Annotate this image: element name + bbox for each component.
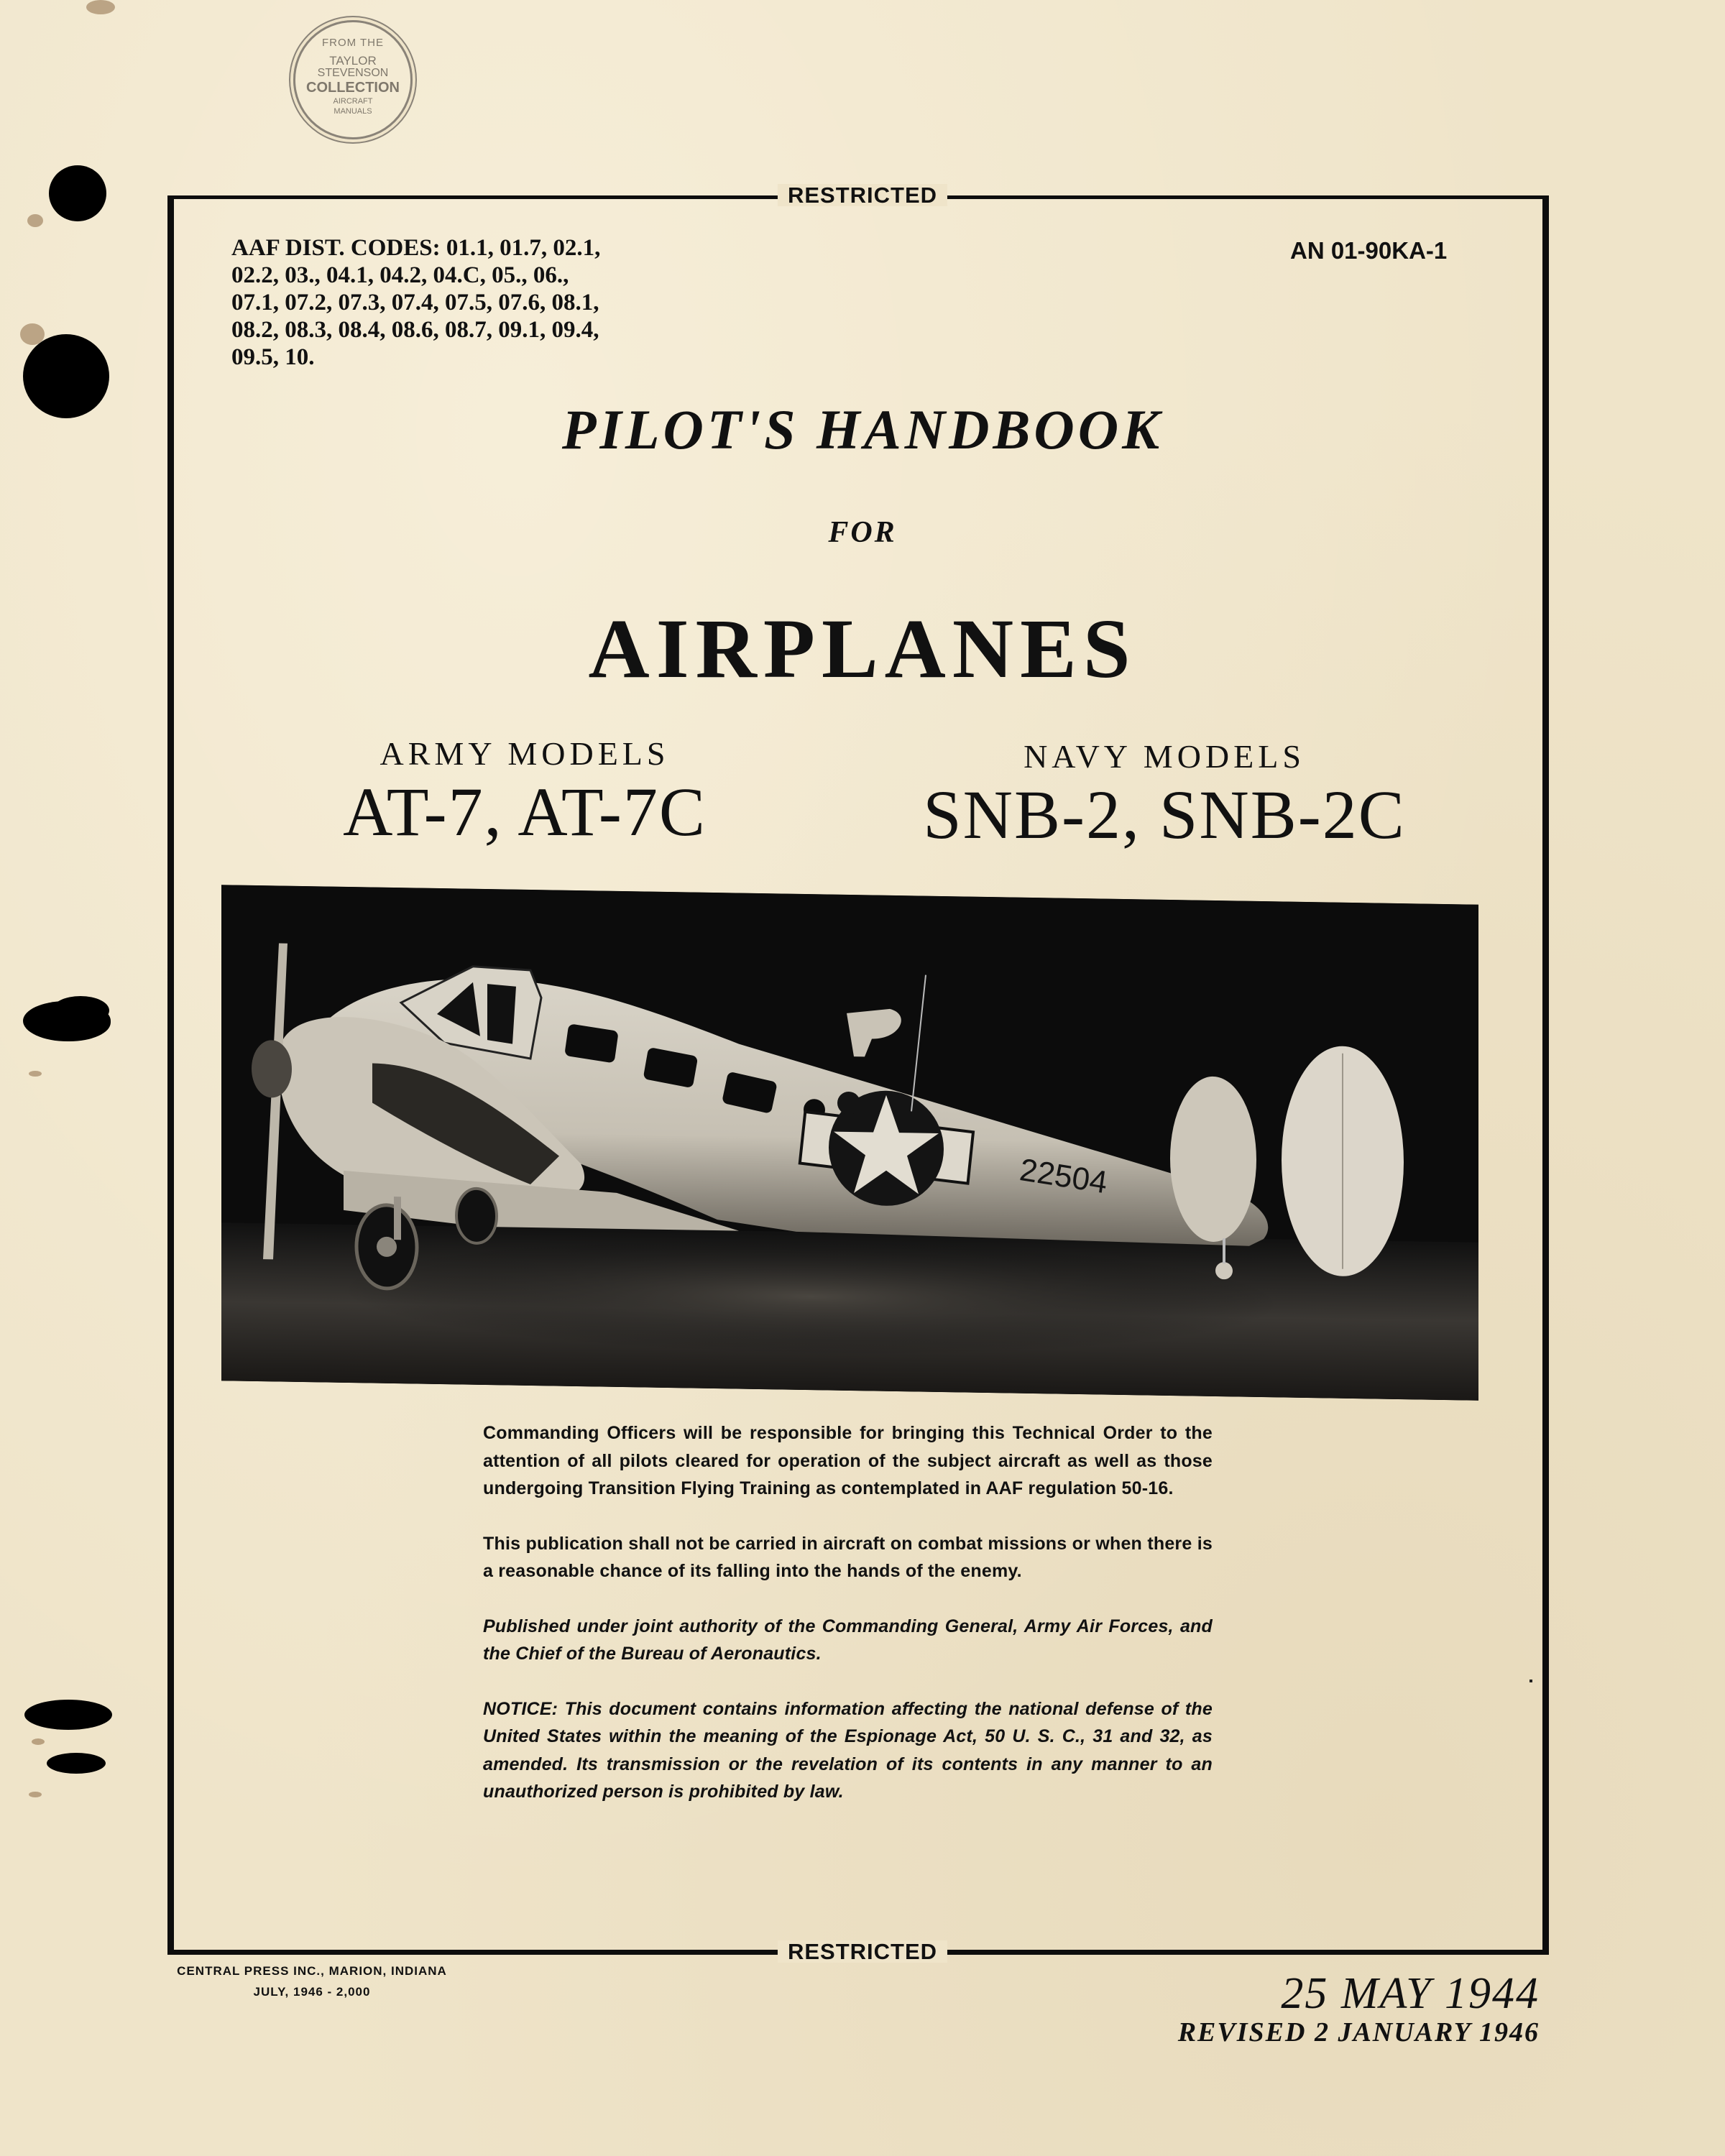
binding-hole [49, 165, 106, 221]
aircraft-photo [221, 885, 1478, 1400]
classification-top: RESTRICTED [778, 184, 947, 206]
rust-stain [29, 1071, 42, 1077]
navy-models [877, 737, 1452, 854]
printer-imprint [161, 1961, 463, 2002]
binding-hole [47, 1753, 106, 1774]
notice-authority: Published under joint authority of the Commanding General, Army Air Forces, and the Chief of the Bureau of Aeronautics. [483, 1616, 1213, 1664]
army-models [280, 734, 769, 852]
notice-combat-restriction: This publication shall not be carried in aircraft on combat missions or when there is a reasonable chance of its falling into the hands of the enemy. [483, 1533, 1213, 1581]
distribution-codes [231, 234, 749, 371]
rust-stain [86, 0, 115, 14]
margin-mark [1530, 1680, 1532, 1682]
dist-codes-line: 02.2, 03., 04.1, 04.2, 04.C, 05., 06., [231, 262, 569, 288]
stamp-line: AIRCRAFT [333, 97, 373, 106]
stamp-from: FROM THE [321, 37, 385, 49]
navy-models-label: NAVY MODELS [1024, 738, 1305, 775]
rust-stain [20, 323, 45, 345]
rust-stain [27, 214, 43, 227]
issue-date: 25 MAY 1944 [1281, 1969, 1540, 2018]
stamp-line: MANUALS [334, 107, 372, 116]
dist-codes-line: AAF DIST. CODES: 01.1, 01.7, 02.1, [231, 235, 601, 261]
rust-stain [29, 1792, 42, 1797]
stamp-line: TAYLOR [329, 54, 377, 68]
stamp-line: STEVENSON [317, 67, 389, 79]
aircraft-illustration [221, 885, 1478, 1400]
page-title: PILOT'S HANDBOOK [561, 398, 1164, 461]
publication-dates [1178, 1971, 1540, 2048]
binding-hole [24, 1700, 112, 1730]
notice-espionage-act: NOTICE: This document contains information affecting the national defense of the United States within the meaning of the Espionage Act, 50 U. S. C., 31 and 32, as amended. Its transmission or the revelation of its contents in any manner to an unauthorized person is prohibited by law. [483, 1698, 1213, 1802]
dist-codes-line: 08.2, 08.3, 08.4, 08.6, 08.7, 09.1, 09.4, [231, 317, 599, 343]
title-subject: AIRPLANES [588, 602, 1137, 696]
notice-responsibility: Commanding Officers will be responsible for bringing this Technical Order to the attention of all pilots cleared for operation of the subject aircraft as well as those undergoing Transition Flying Training as contemplated in AAF regulation 50-16. [483, 1423, 1213, 1498]
army-models-label: ARMY MODELS [380, 735, 670, 772]
dist-codes-line: 09.5, 10. [231, 344, 315, 370]
tail-number: 22504 [1017, 1152, 1110, 1201]
army-models-designations: AT-7, AT-7C [343, 773, 707, 850]
notices-block [483, 1419, 1213, 1833]
print-run: JULY, 1946 - 2,000 [253, 1985, 371, 1999]
printer-name: CENTRAL PRESS INC., MARION, INDIANA [177, 1964, 447, 1978]
binding-hole [52, 996, 109, 1025]
navy-models-designations: SNB-2, SNB-2C [923, 776, 1406, 853]
collection-stamp [293, 20, 413, 139]
revision-date: REVISED 2 JANUARY 1946 [1177, 2017, 1540, 2047]
rust-stain [32, 1738, 45, 1745]
stamp-line: COLLECTION [306, 80, 400, 96]
dist-codes-line: 07.1, 07.2, 07.3, 07.4, 07.5, 07.6, 08.1, [231, 290, 599, 315]
document-number: AN 01-90KA-1 [1290, 237, 1448, 264]
title-connector: FOR [828, 516, 897, 549]
classification-bottom: RESTRICTED [778, 1940, 947, 1963]
